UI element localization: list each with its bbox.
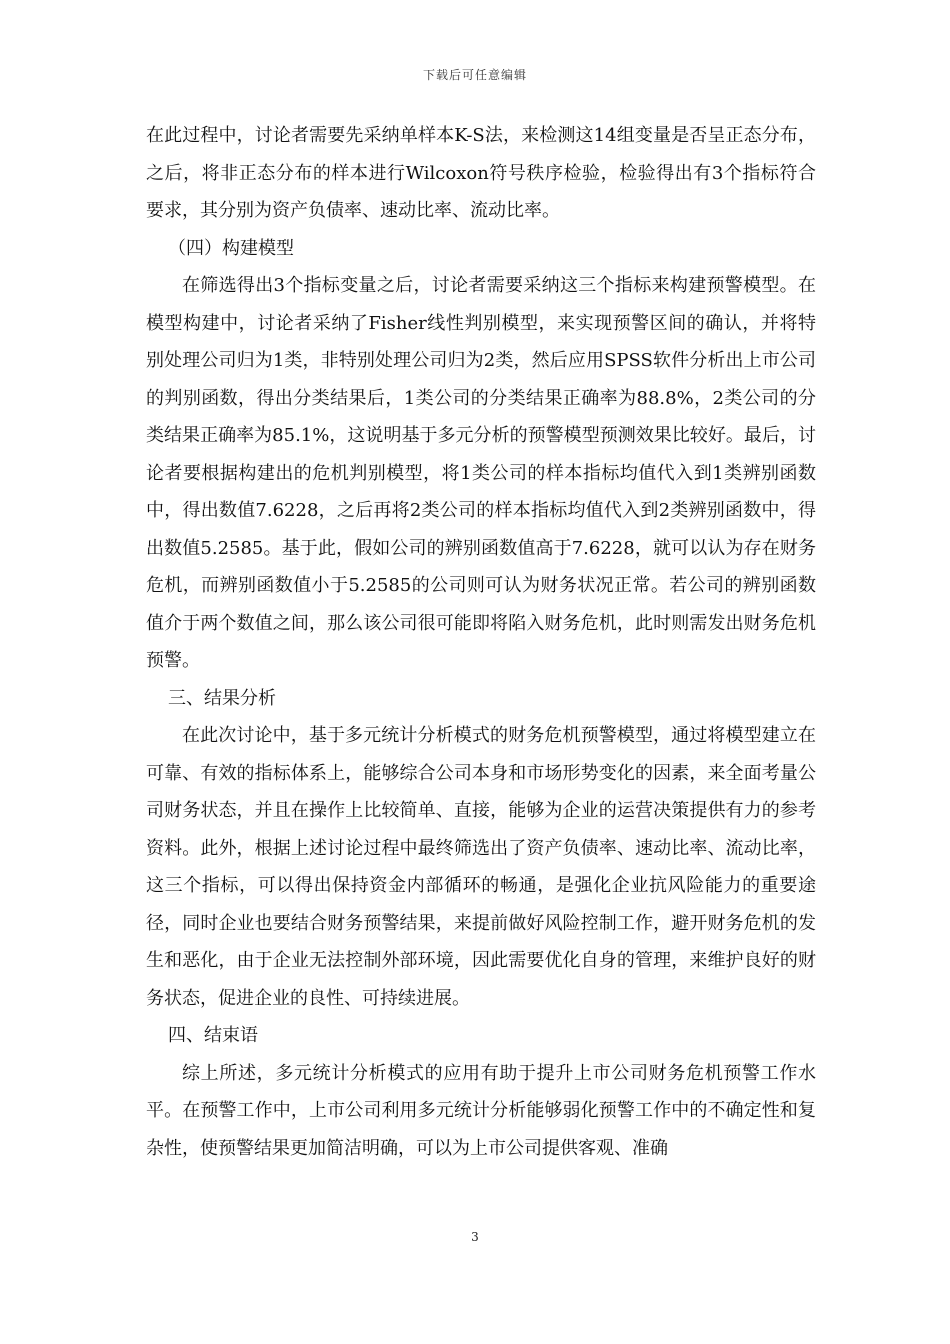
- paragraph-model-construction: 在筛选得出3个指标变量之后，讨论者需要采纳这三个指标来构建预警模型。在模型构建中，讨论者采纳了Fisher线性判别模型，来实现预警区间的确认，并将特别处理公司归为1类，非特别处理公司归为2类，然后应用SPSS软件分析出上市公司的判别函数，得出分类结果后，1类公司的分类结果正确率为88.8%，2类公司的分类结果正确率为85.1%，这说明基于多元分析的预警模型预测效果比较好。最后，讨论者要根据构建出的危机判别模型，将1类公司的样本指标均值代入到1类辨别函数中，得出数值7.6228，之后再将2类公司的样本指标均值代入到2类辨别函数中，得出数值5.2585。基于此，假如公司的辨别函数值高于7.6228，就可以认为存在财务危机，而辨别函数值小于5.2585的公司则可认为财务状况正常。若公司的辨别函数值介于两个数值之间，那么该公司很可能即将陷入财务危机，此时则需发出财务危机预警。: [146, 275, 816, 671]
- paragraph-result-analysis: 在此次讨论中，基于多元统计分析模式的财务危机预警模型，通过将模型建立在可靠、有效的指标体系上，能够综合公司本身和市场形势变化的因素，来全面考量公司财务状态，并且在操作上比较简单、直接，能够为企业的运营决策提供有力的参考资料。此外，根据上述讨论过程中最终筛选出了资产负债率、速动比率、流动比率，这三个指标，可以得出保持资金内部循环的畅通，是强化企业抗风险能力的重要途径，同时企业也要结合财务预警结果，来提前做好风险控制工作，避开财务危机的发生和恶化，由于企业无法控制外部环境，因此需要优化自身的管理，来维护良好的财务状态，促进企业的良性、可持续进展。: [146, 725, 816, 1009]
- document-body: [146, 117, 816, 1167]
- page-header-note: 下载后可任意编辑: [422, 68, 527, 82]
- paragraph-ks-test: 在此过程中，讨论者需要先采纳单样本K-S法，来检测这14组变量是否呈正态分布，之后，将非正态分布的样本进行Wilcoxon符号秩序检验，检验得出有3个指标符合要求，其分别为资产负债率、速动比率、流动比率。: [146, 125, 816, 221]
- section-heading-build-model: （四）构建模型: [168, 237, 294, 259]
- paragraph-conclusion: 综上所述，多元统计分析模式的应用有助于提升上市公司财务危机预警工作水平。在预警工作中，上市公司利用多元统计分析能够弱化预警工作中的不确定性和复杂性，使预警结果更加简洁明确，可以为上市公司提供客观、准确: [146, 1062, 816, 1159]
- page-number: 3: [471, 1230, 479, 1244]
- section-heading-result-analysis: 三、结果分析: [168, 687, 276, 709]
- section-heading-conclusion: 四、结束语: [168, 1025, 258, 1046]
